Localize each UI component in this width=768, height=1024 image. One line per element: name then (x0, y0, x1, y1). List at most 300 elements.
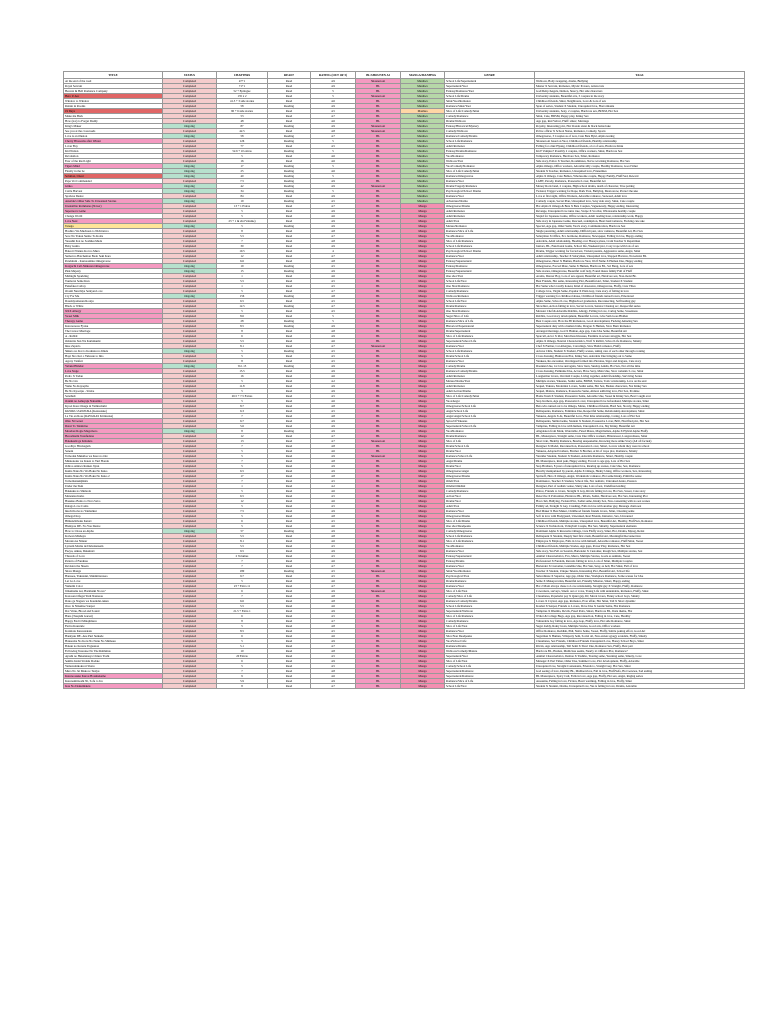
cell-status: Completed (163, 214, 217, 219)
cell-bl: BL (356, 679, 401, 684)
cell-status: Completed (163, 154, 217, 159)
cell-tags: Omegaverse, 3 Couples as of now, Cute Beta Byul, Alpha tearing (535, 134, 745, 139)
cell-tags: Longtermer lovers, Overlaid Couple, Living together, Adult friendship, Surviving Series (535, 374, 745, 379)
cell-status: Completed (163, 344, 217, 349)
cell-genre: Drama/Yaoi (445, 499, 535, 504)
cell-genre: Webtoon/Comedy/Mature (445, 649, 535, 654)
cell-bl: BL (356, 179, 401, 184)
cell-genre: Action/Yaoi (445, 494, 535, 499)
cell-rating: 4.9 (311, 464, 356, 469)
cell-type: Manhwa (401, 79, 445, 84)
cell-title: Cattle Harvest (64, 189, 163, 194)
cell-title: Bokukami ga Kittaiuta (64, 439, 163, 444)
cell-chapters: 5 (217, 349, 268, 354)
cell-title: Kid Nation (64, 149, 163, 154)
cell-type: Manga (401, 209, 445, 214)
cell-type: Manhwa (401, 134, 445, 139)
cell-genre: Romance/Omegaverse (445, 174, 535, 179)
cell-rating: 5 (311, 139, 356, 144)
cell-bl: BL (356, 189, 401, 194)
cell-rating: 4.8 (311, 599, 356, 604)
cell-tags: Yakuzas, Adopted brothers, Brother X Brother, A bit of trope plot, Romance, Smutty (535, 449, 745, 454)
cell-tags: Arranged marriage, God X Human, Age gap, Cute Uke Seme, Beautiful Art (535, 329, 745, 334)
cell-bl: BL (356, 684, 401, 689)
cell-bl: BL (356, 239, 401, 244)
cell-rating: 4.5 (311, 284, 356, 289)
cell-title: Let Go Love (64, 579, 163, 584)
cell-title: Yamatoshikoku ni Sharu (64, 664, 163, 669)
cell-title: Shkuto no Koi to Kouhaiu no Imizu (64, 349, 163, 354)
cell-read: Read (268, 554, 311, 559)
cell-genre: Slice of Life/Comedy/Smut (445, 109, 535, 114)
cell-rating: 5 (311, 174, 356, 179)
cell-status: Completed (163, 89, 217, 94)
cell-genre: Romance/Slice of Life (445, 679, 535, 684)
cell-tags: Office Romance, Reddish, Phil, Naïve Seme, Sweet, Fluffy, Subtle poking effort, Good Art (535, 629, 745, 634)
cell-rating: 4.5 (311, 574, 356, 579)
cell-read: Read (268, 524, 311, 529)
cell-read: Reading (268, 529, 311, 534)
cell-rating: 4.7 (311, 344, 356, 349)
cell-title: Durai To Tainhrina (64, 424, 163, 429)
cell-status: Completed (163, 374, 217, 379)
cell-tags: Hot 2 Mom always chase to Love relationship, Straight guy X Straight, Fluffy, Romance (535, 584, 745, 589)
cell-type: Manga (401, 439, 445, 444)
cell-chapters: 20 Extras (217, 654, 268, 659)
cell-genre: Romance/Yaoi (445, 359, 535, 364)
cell-bl: BL (356, 624, 401, 629)
cell-chapters: 30 (217, 244, 268, 249)
cell-chapters: 6 (217, 634, 268, 639)
cell-type: Manga (401, 234, 445, 239)
cell-rating: 5 (311, 89, 356, 94)
cell-title: Goodbye Hirohagum (64, 444, 163, 449)
cell-type: Manga (401, 489, 445, 494)
cell-rating: 4.5 (311, 544, 356, 549)
cell-chapters: 5.5 (217, 534, 268, 539)
cell-rating: 4.5 (311, 144, 356, 149)
cell-chapters: 5 (217, 639, 268, 644)
cell-genre: Romance/Slice of Life (445, 229, 535, 234)
cell-genre: Drama/Romance (445, 434, 535, 439)
cell-rating: 4.6 (311, 579, 356, 584)
cell-tags: Alpha X Omega, Neutral Characteristics, Wolf X Rabbit, School Life Romance, Smutty (535, 339, 745, 344)
cell-status: Completed (163, 464, 217, 469)
cell-read: Reading (268, 269, 311, 274)
cell-type: Manga (401, 379, 445, 384)
cell-rating: 4.8 (311, 594, 356, 599)
cell-read: Read (268, 119, 311, 124)
cell-bl: BL (356, 409, 401, 414)
cell-title: Manzaisu Inaho (64, 494, 163, 499)
cell-title: Lyrnam Momu de Dubokunsein (64, 544, 163, 549)
cell-bl: BL (356, 394, 401, 399)
cell-title: Yebuki Himdur (64, 364, 163, 369)
cell-read: Reading (268, 169, 311, 174)
cell-bl: BL (356, 524, 401, 529)
cell-chapters: 5 (217, 624, 268, 629)
cell-bl: Shounen Ai (356, 124, 401, 129)
cell-title: Tsumotai Seme Kun (64, 279, 163, 284)
cell-read: Read (268, 499, 311, 504)
cell-read: Read (268, 259, 311, 264)
header-row (64, 72, 745, 79)
cell-title: Love Stage (64, 369, 163, 374)
cell-read: Reading (268, 569, 311, 574)
cell-status: Ongoing (163, 184, 217, 189)
cell-type: Manga (401, 434, 445, 439)
cell-status: Completed (163, 579, 217, 584)
cell-status: Completed (163, 324, 217, 329)
cell-chapters: 23 + Extra 11 (217, 584, 268, 589)
cell-genre: Fantasy/Supernatural (445, 554, 535, 559)
cell-read: Read (268, 279, 311, 284)
cell-genre: Romance/Drama (445, 644, 535, 649)
cell-type: Manga (401, 409, 445, 414)
cell-type: Manga (401, 314, 445, 319)
cell-bl: BL (356, 519, 401, 524)
cell-genre: School Life/Romance (445, 349, 535, 354)
cell-bl: BL (356, 499, 401, 504)
cell-title: Hankyuu DE- Ane Puri Suikade (64, 634, 163, 639)
cell-status: Completed (163, 334, 217, 339)
cell-tags: Cross dressing, Humorous Plot, Kinky Sex, Adorable Uke bringing out to Seme (535, 354, 745, 359)
header-title: TITLE (64, 72, 163, 79)
cell-chapters: 10.5 (217, 249, 268, 254)
cell-type: Manga (401, 389, 445, 394)
cell-title: Pattern of Fandnau (64, 559, 163, 564)
cell-title: Kuma Naka No Wa Boku No Kako (64, 469, 163, 474)
cell-read: Reading (268, 184, 311, 189)
cell-read: Read (268, 514, 311, 519)
cell-rating: 4.9 (311, 219, 356, 224)
cell-chapters: 16 (217, 159, 268, 164)
cell-read: Reading (268, 429, 311, 434)
cell-rating: 4.6 (311, 524, 356, 529)
cell-genre: Comedy/Romance (445, 489, 535, 494)
cell-chapters: 48 (217, 119, 268, 124)
cell-read: Read (268, 229, 311, 234)
cell-tags: Falling for older Hyung, Childhood friends, a lot of sexs, Hardcore Kink (535, 144, 745, 149)
cell-genre: Yaoi/Comedy/Romance (445, 164, 535, 169)
cell-type: Manga (401, 614, 445, 619)
cell-rating: 5 (311, 164, 356, 169)
cell-read: Reading (268, 189, 311, 194)
cell-rating: 4.6 (311, 214, 356, 219)
cell-title: Ginko (64, 184, 163, 189)
cell-genre: Comedy/Omegaverse (445, 529, 535, 534)
cell-type: Manga (401, 294, 445, 299)
cell-title: Sanzhuli (64, 394, 163, 399)
cell-genre: Slice of Life/Comedy/Smut (445, 169, 535, 174)
cell-status: Completed (163, 514, 217, 519)
cell-tags: Hardcore BL, Harden, Multiclass seems, Nearly x1 Offence Plot, Romance? (535, 649, 745, 654)
cell-tags: Side stories, Omegaverse, Beautiful wolf lady, Found mates family Full of Fluff (535, 269, 745, 274)
cell-chapters: 5 (217, 214, 268, 219)
cell-tags: Hot Seme who's totally honest, Kind of obsession, Omegaverse, Fluffy, Cute Vibes (535, 284, 745, 289)
cell-bl: BL (356, 469, 401, 474)
cell-type: Manga (401, 609, 445, 614)
cell-bl: BL (356, 444, 401, 449)
cell-genre: Fantasy/Drama (445, 559, 535, 564)
cell-chapters: 8.1 (217, 344, 268, 349)
cell-rating: 4.9 (311, 269, 356, 274)
cell-tags: Aroma, Dancer Boy, Lots of sex appeal, Beautiful art, Hardcore sex, Non-moist BL (535, 274, 745, 279)
cell-type: Manga (401, 644, 445, 649)
cell-title: Kurenoosuke Kurou Houshekame (64, 674, 163, 679)
header-type: MANGA/MANHWA (401, 72, 445, 79)
cell-read: Read (268, 374, 311, 379)
cell-type: Manga (401, 584, 445, 589)
cell-read: Read (268, 599, 311, 604)
cell-type: Manhwa (401, 164, 445, 169)
cell-read: Read (268, 644, 311, 649)
cell-status: Completed (163, 279, 217, 284)
cell-type: Manga (401, 569, 445, 574)
cell-bl: BL (356, 619, 401, 624)
cell-title: Solution, Cheat (64, 174, 163, 179)
cell-chapters: 6.5 (217, 469, 268, 474)
cell-read: Reading (268, 349, 311, 354)
cell-genre: Comedy/Webtoon (445, 129, 535, 134)
cell-status: Completed (163, 654, 217, 659)
cell-genre: Yaoi/School Life (445, 639, 535, 644)
cell-read: Read (268, 389, 311, 394)
cell-title: How to Chose an Alpha (64, 529, 163, 534)
cell-rating: 4.9 (311, 324, 356, 329)
cell-read: Read (268, 659, 311, 664)
cell-bl: BL (356, 249, 401, 254)
cell-title: Revision the Sheets (64, 564, 163, 569)
cell-chapters: 17 (217, 474, 268, 479)
cell-bl: BL (356, 604, 401, 609)
cell-bl: BL (356, 109, 401, 114)
cell-bl: BL (356, 429, 401, 434)
cell-rating: 4.8 (311, 404, 356, 409)
cell-type: Manga (401, 504, 445, 509)
cell-bl: BL (356, 449, 401, 454)
cell-title: Boku O Wanna Koi no Mura (64, 249, 163, 254)
cell-type: Manga (401, 264, 445, 269)
cell-title: Odiroa Ainiwa Ranien Jiyun (64, 464, 163, 469)
cell-chapters: 8 (217, 229, 268, 234)
cell-status: Completed (163, 314, 217, 319)
cell-status: Ongoing (163, 269, 217, 274)
cell-genre: Psychological/Yaoi (445, 574, 535, 579)
cell-rating: 4.2 (311, 379, 356, 384)
cell-read: Read (268, 614, 311, 619)
cell-genre: Drama/Romance (445, 304, 535, 309)
cell-read: Read (268, 209, 311, 214)
cell-read: Reading (268, 294, 311, 299)
cell-tags: Trigger warning for childhood abuse, Childhood friends turned lovers, Emotional (535, 294, 745, 299)
cell-tags: Juniors, BL, Functional Game, School life, Weekend plot, Cozy trope with lots of sex (535, 244, 745, 249)
cell-genre: School Life/Romance (445, 139, 535, 144)
cell-genre: Omdi/Yaoi (445, 479, 535, 484)
cell-bl: BL (356, 559, 401, 564)
cell-status: Ongoing (163, 169, 217, 174)
cell-status: Completed (163, 319, 217, 324)
cell-tags: Childhood friends, Multiple Stories, Age gaps, Power Play, Romance, Hot Sex (535, 544, 745, 549)
cell-title: Irresistible Rommates (Naver) (64, 204, 163, 209)
cell-type: Manga (401, 219, 445, 224)
cell-rating: 4.8 (311, 329, 356, 334)
cell-read: Read (268, 444, 311, 449)
cell-bl: BL (356, 104, 401, 109)
cell-read: Read (268, 394, 311, 399)
cell-title: Saneni (64, 449, 163, 454)
cell-status: Completed (163, 554, 217, 559)
cell-read: Read (268, 679, 311, 684)
cell-read: Read (268, 519, 311, 524)
cell-tags: LGBT, Parody, Romance, Possessive Lover, Beautiful Art (535, 179, 745, 184)
cell-chapters: 84 (217, 194, 268, 199)
cell-read: Read (268, 484, 311, 489)
cell-rating: 4.8 (311, 259, 356, 264)
cell-genre: Yaoi/Angst (445, 399, 535, 404)
cell-status: Completed (163, 304, 217, 309)
cell-read: Read (268, 339, 311, 344)
cell-rating: 4.7 (311, 304, 356, 309)
cell-chapters: 5 (217, 454, 268, 459)
cell-chapters: 8 (217, 429, 268, 434)
cell-rating: 4.5 (311, 664, 356, 669)
cell-status: Completed (163, 474, 217, 479)
cell-tags: Showbizz, Action falling in love, Secret Lovers, Senator Chasing arc, Respectful series (535, 304, 745, 309)
cell-bl: BL (356, 334, 401, 339)
cell-chapters: 8 (217, 684, 268, 689)
cell-tags: Side story, Yes Fell on Seasick, Bartender X Customer, Rough Sex, Multiple stories, Sex (535, 549, 745, 554)
cell-title: Hieikyou DE- No You Desire (64, 524, 163, 529)
cell-rating: 4.9 (311, 209, 356, 214)
cell-status: Ongoing (163, 349, 217, 354)
cell-tags: Delinquents, Romance, Feminine Uke, Respectful Seme, Relationship development, Smut (535, 409, 745, 414)
cell-genre: Slice of Life/Romance (445, 334, 535, 339)
cell-type: Manga (401, 544, 445, 549)
cell-tags: Childhood friends, Smut, Neighbours, Love & Lots of sex (535, 99, 745, 104)
cell-bl: BL (356, 259, 401, 264)
cell-chapters: 5 (217, 224, 268, 229)
cell-status: Completed (163, 524, 217, 529)
cell-chapters: 9.7 (217, 574, 268, 579)
cell-genre: Supernatural/Webtoon (445, 609, 535, 614)
cell-type: Manga (401, 539, 445, 544)
cell-rating: 4.9 (311, 334, 356, 339)
cell-genre: Drama/School Life (445, 354, 535, 359)
cell-status: Completed (163, 494, 217, 499)
cell-bl: BL (356, 609, 401, 614)
cell-bl: BL (356, 654, 401, 659)
cell-chapters: 1 (217, 284, 268, 289)
cell-chapters: 21.5 + Extra 1 (217, 609, 268, 614)
cell-tags: Classmates, Popularist pay X Quiet guy, DJ, Moral lovers, Funny school boys, Smutty (535, 594, 745, 599)
cell-rating: 4.6 (311, 539, 356, 544)
cell-rating: 4.9 (311, 659, 356, 664)
cell-bl: BL (356, 144, 401, 149)
cell-chapters: 87 (217, 124, 268, 129)
cell-read: Read (268, 624, 311, 629)
cell-chapters: 5 (217, 354, 268, 359)
cell-bl: BL (356, 194, 401, 199)
cell-read: Read (268, 479, 311, 484)
cell-type: Manhwa (401, 199, 445, 204)
cell-title: Omega Drop (64, 514, 163, 519)
cell-read: Read (268, 204, 311, 209)
cell-genre: School Life/Romance (445, 604, 535, 609)
cell-rating: 4.9 (311, 389, 356, 394)
cell-rating: 4.8 (311, 474, 356, 479)
cell-genre: Omdist/Omdisit (445, 484, 535, 489)
cell-type: Manga (401, 309, 445, 314)
cell-read: Reading (268, 134, 311, 139)
cell-rating: 4.6 (311, 674, 356, 679)
cell-type: Manga (401, 224, 445, 229)
cell-status: Completed (163, 609, 217, 614)
cell-rating: 4.7 (311, 619, 356, 624)
cell-chapters: 57 (217, 529, 268, 534)
cell-tags: Salaryman X Office, Eco hormone, Romance, Newspaper, Falling in love, Happy ending (535, 234, 745, 239)
cell-rating: 4.8 (311, 649, 356, 654)
cell-type: Manga (401, 589, 445, 594)
cell-genre: Romance/Yaoi (445, 179, 535, 184)
cell-read: Read (268, 314, 311, 319)
cell-title: Finally in the be (64, 169, 163, 174)
cell-genre: Adult/Romance (445, 214, 535, 219)
cell-title: Be No Lin (64, 379, 163, 384)
cell-rating: 4.5 (311, 479, 356, 484)
cell-rating: 4.9 (311, 244, 356, 249)
cell-rating: 5 (311, 319, 356, 324)
cell-read: Read (268, 489, 311, 494)
cell-bl: BL (356, 204, 401, 209)
table-body (64, 79, 745, 689)
cell-genre: Yaoi/Romance (445, 234, 535, 239)
cell-tags: Vampires, Falling in love with human, Unrequited Love, Shy Kinky, Beautiful Art (535, 424, 745, 429)
cell-genre: Yaoi/Romance (445, 544, 535, 549)
cell-genre: Angst/Angst/School Life (445, 414, 535, 419)
cell-type: Manga (401, 674, 445, 679)
cell-status: Completed (163, 404, 217, 409)
cell-status: Completed (163, 229, 217, 234)
cell-status: Completed (163, 384, 217, 389)
cell-status: Completed (163, 439, 217, 444)
header-read: READ? (268, 72, 311, 79)
cell-status: Ongoing (163, 429, 217, 434)
cell-read: Read (268, 289, 311, 294)
cell-title: Fear of the Red Light (64, 159, 163, 164)
cell-rating: 4.5 (311, 354, 356, 359)
cell-tags: Yanrider Student, Student X Student, Adorable Romance, Smart, Healthy couple (535, 454, 745, 459)
cell-title: Tanaga (64, 224, 163, 229)
cell-chapters: 42.5 (217, 129, 268, 134)
cell-chapters: 5.6 (217, 424, 268, 429)
cell-bl: BL (356, 159, 401, 164)
cell-type: Manga (401, 654, 445, 659)
cell-read: Read (268, 194, 311, 199)
cell-status: Ongoing (163, 174, 217, 179)
cell-title: Moudasi Rogie Magomaro (64, 429, 163, 434)
cell-chapters: 5 (217, 309, 268, 314)
cell-tags: Comedy couple, Secret Plan, Unrequited love, Sexy side story, Smut, Cute couple (535, 199, 745, 204)
cell-type: Manga (401, 304, 445, 309)
cell-type: Manga (401, 279, 445, 284)
cell-tags: Monster Chef & Adorable Rabbits, Allergy, Falling in love, Caring Seme, Sweetness (535, 309, 745, 314)
cell-type: Manhwa (401, 154, 445, 159)
cell-type: Manhwa (401, 114, 445, 119)
cell-status: Completed (163, 84, 217, 89)
cell-read: Read (268, 94, 311, 99)
cell-read: Read (268, 469, 311, 474)
